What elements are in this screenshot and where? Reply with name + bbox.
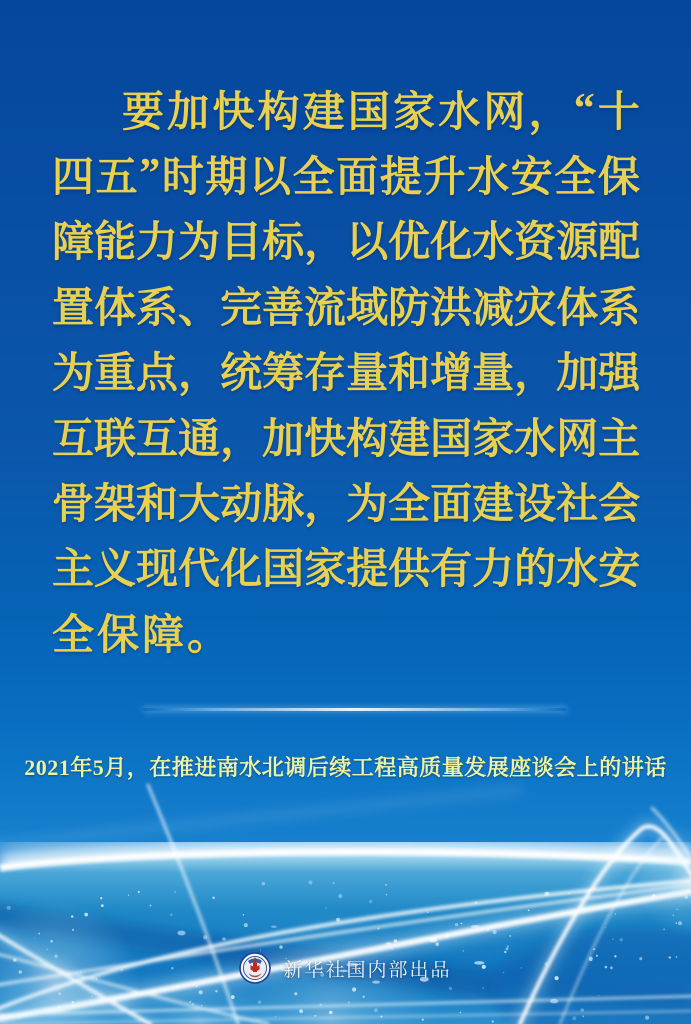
xinhua-emblem-icon bbox=[239, 952, 271, 984]
quote-source-caption: 2021年5月，在推进南水北调后续工程高质量发展座谈会上的讲话 bbox=[24, 755, 667, 780]
publisher-row bbox=[0, 948, 691, 988]
quote-line: 四 五 ” 时 期 以 全 面 提 升 水 安 全 保 bbox=[52, 151, 640, 202]
quote-line: 要 加 快 构 建 国 家 水 网 ， “ 十 bbox=[122, 85, 640, 136]
quote-line: 障 能 力 为 目 标 ， 以 优 化 水 资 源 配 bbox=[52, 220, 641, 267]
publisher-name: 新华社国内部出品 bbox=[283, 959, 452, 981]
quote-line: 互 联 互 通 ， 加 快 构 建 国 家 水 网 主 bbox=[52, 416, 641, 463]
quote-line: 骨 架 和 大 动 脉 ， 为 全 面 建 设 社 会 bbox=[52, 482, 641, 529]
quote-line: 置 体 系 、 完 善 流 域 防 洪 减 灾 体 系 bbox=[52, 285, 641, 332]
quote-text bbox=[52, 76, 640, 665]
quote-line: 为 重 点 ， 统 筹 存 量 和 增 量 ， 加 强 bbox=[52, 351, 641, 398]
quote-line: 主 义 现 代 化 国 家 提 供 有 力 的 水 安 bbox=[52, 547, 641, 594]
quote-line: 全 保 障 。 bbox=[52, 612, 230, 659]
